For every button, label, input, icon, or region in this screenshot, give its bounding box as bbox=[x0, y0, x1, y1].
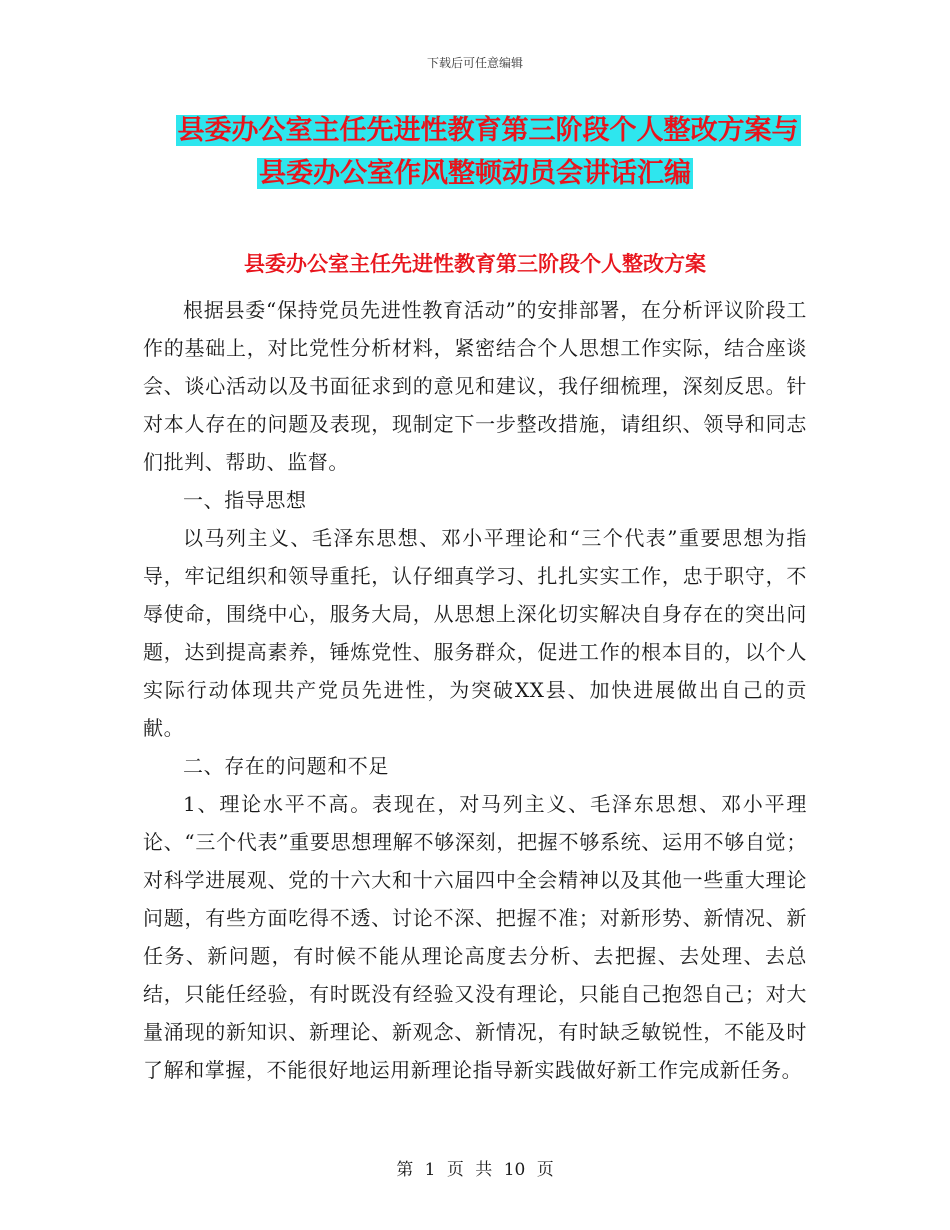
paragraph-intro: 根据县委“保持党员先进性教育活动”的安排部署，在分析评议阶段工作的基础上，对比党性分析材料，紧密结合个人思想工作实际，结合座谈会、谈心活动以及书面征求到的意见和建议，我仔细梳理，深刻反思。针对本人存在的问题及表现，现制定下一步整改措施，请组织、领导和同志们批判、帮助、监督。 bbox=[143, 298, 807, 474]
section-title: 县委办公室主任先进性教育第三阶段个人整改方案 bbox=[244, 252, 706, 276]
heading-problems: 二、存在的问题和不足 bbox=[183, 754, 389, 778]
document-body bbox=[143, 291, 807, 1089]
paragraph-guiding-thought: 以马列主义、毛泽东思想、邓小平理论和“三个代表”重要思想为指导，牢记组织和领导重托，认仔细真学习、扎扎实实工作，忠于职守，不辱使命，围绕中心，服务大局，从思想上深化切实解决自身存在的突出问题，达到提高素养，锤炼党性、服务群众，促进工作的根本目的，以个人实际行动体现共产党员先进性，为突破XX县、加快进展做出自己的贡献。 bbox=[143, 526, 807, 740]
paragraph-problem-1: 1、理论水平不高。表现在，对马列主义、毛泽东思想、邓小平理论、“三个代表”重要思想理解不够深刻，把握不够系统、运用不够自觉；对科学进展观、党的十六大和十六届四中全会精神以及其他一些重大理论问题，有些方面吃得不透、讨论不深、把握不准；对新形势、新情况、新任务、新问题，有时候不能从理论高度去分析、去把握、去处理、去总结，只能任经验，有时既没有经验又没有理论，只能自己抱怨自己；对大量涌现的新知识、新理论、新观念、新情况，有时缺乏敏锐性，不能及时了解和掌握，不能很好地运用新理论指导新实践做好新工作完成新任务。 bbox=[143, 792, 807, 1082]
document-title-line-1 bbox=[0, 114, 950, 148]
document-title-line-1-text: 县委办公室主任先进性教育第三阶段个人整改方案与 bbox=[177, 115, 799, 146]
document-title-line-2-text: 县委办公室作风整顿动员会讲话汇编 bbox=[259, 158, 691, 189]
heading-guiding-thought: 一、指导思想 bbox=[183, 488, 307, 512]
document-title-line-2 bbox=[0, 157, 950, 191]
page-footer: 第 1 页 共 10 页 bbox=[396, 1160, 554, 1180]
header-note: 下载后可任意编辑 bbox=[426, 56, 523, 70]
